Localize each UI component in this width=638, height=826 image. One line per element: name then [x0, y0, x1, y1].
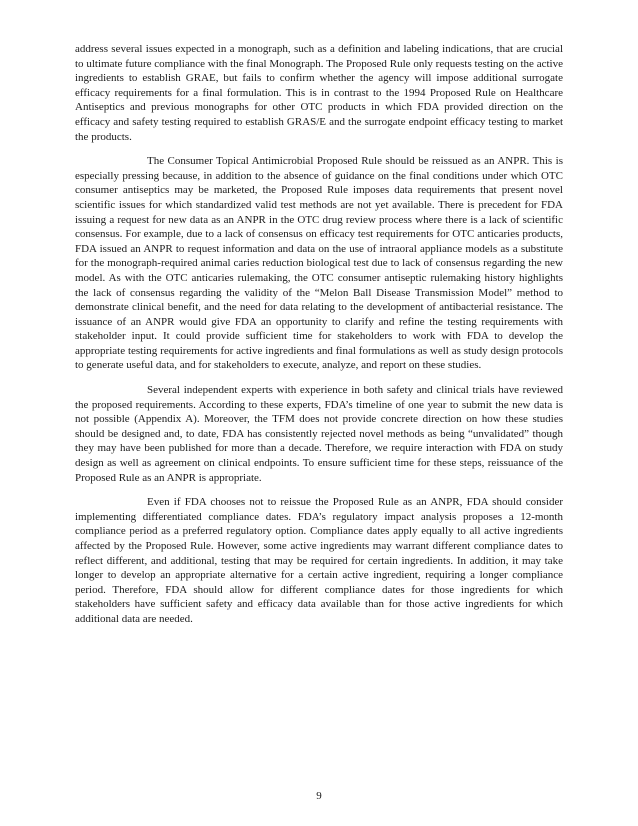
page-number: 9	[316, 790, 322, 802]
paragraph-3: Several independent experts with experience in both safety and clinical trials have reviewed the proposed requirements. According to these experts, FDA’s timeline of one year to submit the new data is not possible (Appendix A). Moreover, the TFM does not provide concrete direction on how these studies should be designed and, to date, FDA has consistently rejected novel methods as being “unvalidated” though they may have been published for more than a decade. Therefore, we require interaction with FDA on study design as well as agreement on clinical endpoints. To ensure sufficient time for these steps, reissuance of the Proposed Rule as an ANPR is appropriate.	[75, 384, 563, 484]
paragraph-4: Even if FDA chooses not to reissue the Proposed Rule as an ANPR, FDA should consider implementing differentiated compliance dates. FDA’s regulatory impact analysis proposes a 12-month compliance period as a preferred regulatory option. Compliance dates apply equally to all active ingredients affected by the Proposed Rule. However, some active ingredients may warrant different compliance dates to reflect different, and additional, testing that may be required for certain ingredients. In addition, it may take longer to develop an appropriate alternative for a certain active ingredient, requiring a longer compliance period. Therefore, FDA should allow for different compliance dates for those ingredients for which stakeholders have sufficient safety and efficacy data available than for those active ingredients for which additional data are needed.	[75, 496, 563, 625]
document-body	[75, 42, 563, 637]
paragraph-2: The Consumer Topical Antimicrobial Proposed Rule should be reissued as an ANPR. This is especially pressing because, in addition to the absence of guidance on the final conditions under which OTC consumer antiseptics may be marketed, the Proposed Rule imposes data requirements that present novel scientific issues for which standardized valid test methods are not yet available. There is precedent for FDA issuing a request for new data as an ANPR in the OTC drug review process where there is a lack of scientific consensus. For example, due to a lack of consensus on efficacy test requirements for OTC anticaries products, FDA issued an ANPR to request information and data on the use of intraoral appliance models as a substitute for the monograph-required animal caries reduction biological test due to lack of consensus regarding the new model. As with the OTC anticaries rulemaking, the OTC consumer antiseptic rulemaking history highlights the lack of consensus regarding the validity of the “Melon Ball Disease Transmission Model” method to demonstrate clinical benefit, and the need for data relating to the development of antibacterial resistance. The issuance of an ANPR would give FDA an opportunity to clarify and refine the testing requirements with stakeholder input. It could provide sufficient time for stakeholders to work with FDA to develop the appropriate testing requirements for active ingredients and final formulations as well as study design protocols to generate useful data, and for stakeholders to execute, analyze, and report on these studies.	[75, 155, 563, 372]
paragraph-1: address several issues expected in a monograph, such as a definition and labeling indications, that are crucial to ultimate future compliance with the final Monograph. The Proposed Rule only requests testing on the active ingredients to establish GRAE, but fails to confirm whether the agency will impose additional surrogate efficacy requirements for a final formulation. This is in contrast to the 1994 Proposed Rule on Healthcare Antiseptics and previous monographs for other OTC products in which FDA provided direction on the efficacy and safety testing required to establish GRAS/E and the surrogate endpoint efficacy testing to market the products.	[75, 43, 563, 143]
